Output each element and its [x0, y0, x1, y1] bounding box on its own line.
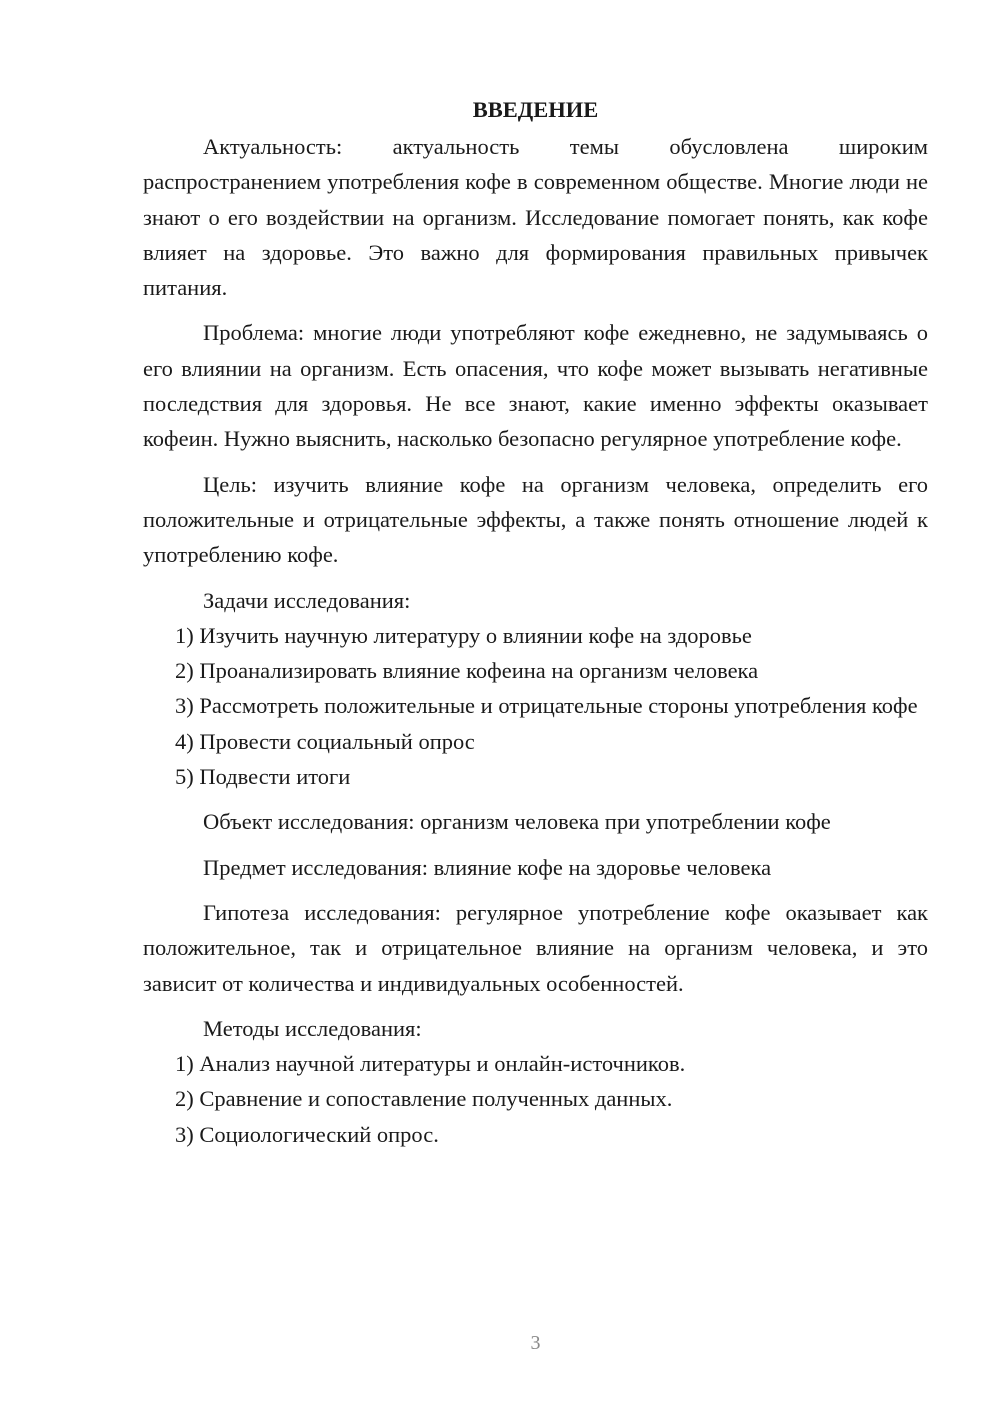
page-title: ВВЕДЕНИЕ — [472, 97, 599, 122]
tasks-heading: Задачи исследования: — [203, 587, 411, 613]
hypothesis-paragraph: Гипотеза исследования: регулярное употребление кофе оказывает как положительное, так и отрицательное влияние на организм человека, и это зависит от количества и индивидуальных особенностей. — [143, 899, 928, 996]
list-item: 1) Изучить научную литературу о влиянии кофе на здоровье — [175, 622, 752, 648]
list-item: 2) Сравнение и сопоставление полученных данных. — [175, 1086, 673, 1112]
list-item: 1) Анализ научной литературы и онлайн-источников. — [175, 1051, 686, 1077]
object-paragraph: Объект исследования: организм человека при употреблении кофе — [203, 809, 831, 835]
list-item: 4) Провести социальный опрос — [175, 728, 475, 754]
list-item: 3) Рассмотреть положительные и отрицательные стороны употребления кофе — [175, 693, 918, 719]
list-item: 3) Социологический опрос. — [175, 1121, 439, 1147]
methods-list — [143, 1046, 928, 1152]
relevance-paragraph: Актуальность: актуальность темы обусловлена широким распространением употребления кофе в современном обществе. Многие люди не знают о его воздействии на организм. Исследование помогает понять, как кофе влияет на здоровье. Это важно для формирования правильных привычек питания. — [143, 134, 928, 301]
document-page — [143, 92, 928, 1152]
goal-paragraph: Цель: изучить влияние кофе на организм человека, определить его положительные и отрицательные эффекты, а также понять отношение людей к употреблению кофе. — [143, 471, 928, 568]
problem-paragraph: Проблема: многие люди употребляют кофе ежедневно, не задумываясь о его влиянии на организм. Есть опасения, что кофе может вызывать негативные последствия для здоровья. Не все знают, какие именно эффекты оказывает кофеин. Нужно выяснить, насколько безопасно регулярное употребление кофе. — [143, 320, 928, 452]
subject-paragraph: Предмет исследования: влияние кофе на здоровье человека — [203, 854, 772, 880]
methods-heading: Методы исследования: — [203, 1015, 422, 1041]
list-item: 5) Подвести итоги — [175, 764, 351, 790]
tasks-list — [143, 618, 928, 794]
page-number: 3 — [530, 1332, 541, 1354]
list-item: 2) Проанализировать влияние кофеина на организм человека — [175, 658, 759, 684]
